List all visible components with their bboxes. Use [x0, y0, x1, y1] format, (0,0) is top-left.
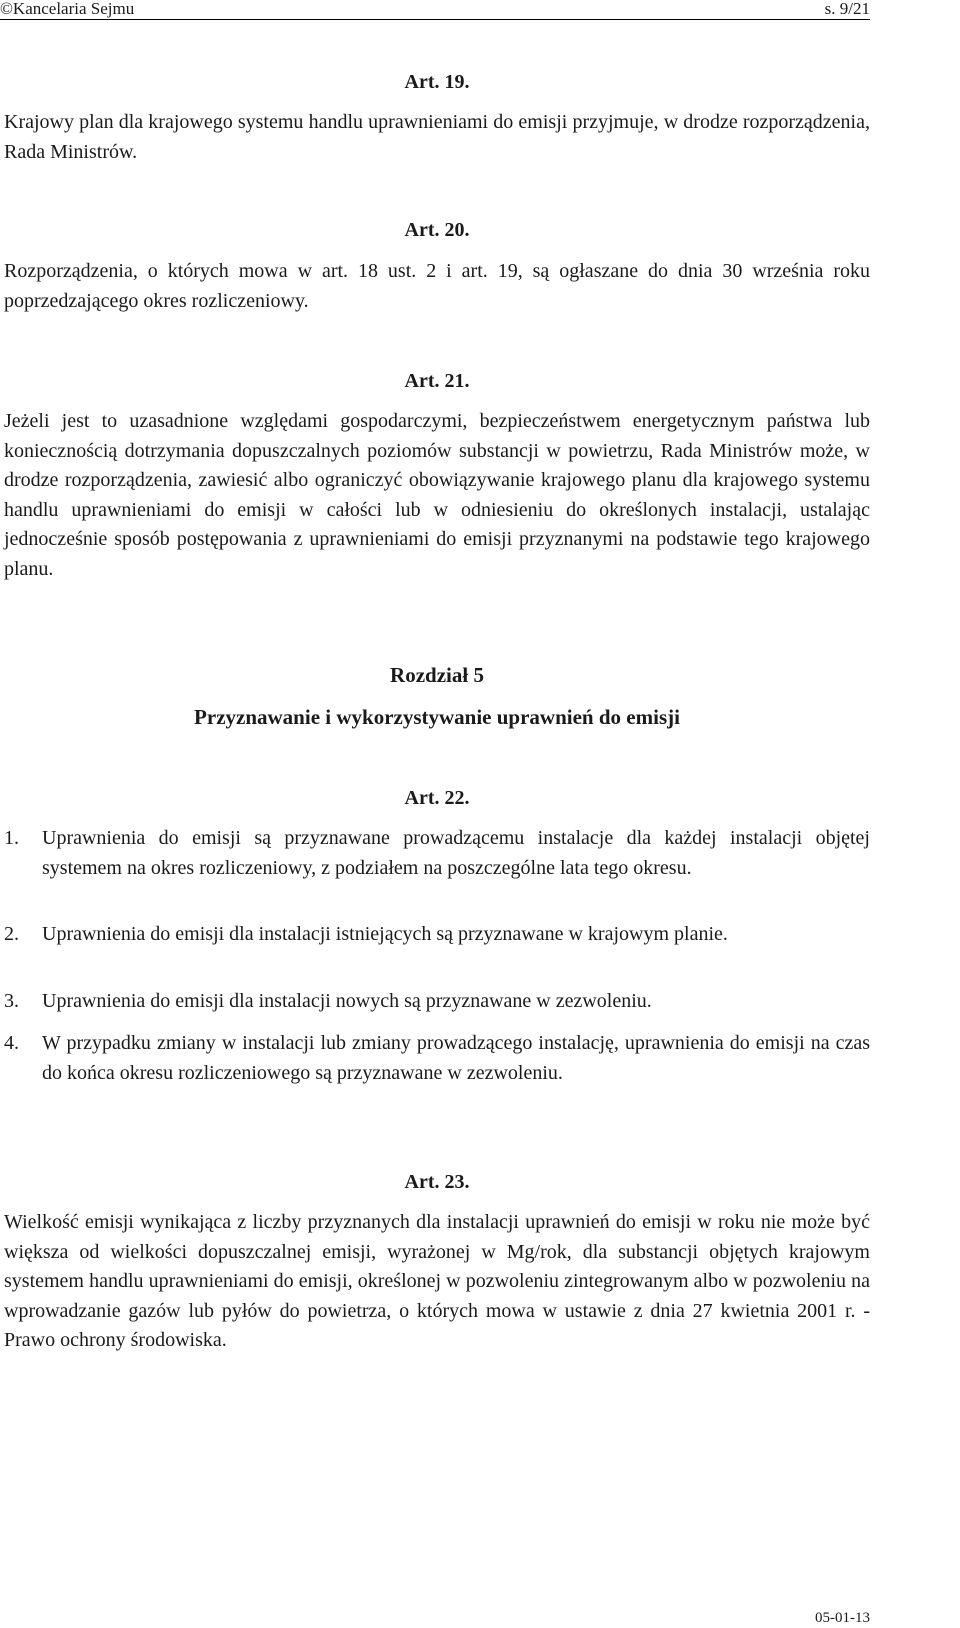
item-text: Uprawnienia do emisji dla instalacji istniejących są przyznawane w krajowym planie. — [42, 923, 728, 945]
art-23-text: Wielkość emisji wynikająca z liczby przyznanych dla instalacji uprawnień do emisji w roku nie może być większa od wielkości dopuszczalnej emisji, wyrażonej w Mg/rok, dla substancji objętych krajowym systemem handlu uprawnieniami do emisji, określonej w pozwoleniu zintegrowanym albo w pozwoleniu na wprowadzanie gazów lub pyłów do powietrza, o których mowa w ustawie z dnia 27 kwietnia 2001 r. - Prawo ochrony środowiska. — [4, 1211, 870, 1351]
copyright-label: ©Kancelaria Sejmu — [0, 0, 135, 18]
header-divider — [0, 19, 870, 20]
art-19-text: Krajowy plan dla krajowego systemu handlu uprawnieniami do emisji przyjmuje, w drodze rozporządzenia, Rada Ministrów. — [4, 111, 870, 163]
item-text: W przypadku zmiany w instalacji lub zmiany prowadzącego instalację, uprawnienia do emisji na czas do końca okresu rozliczeniowego są przyznawane w zezwoleniu. — [42, 1032, 870, 1084]
art-19-heading: Art. 19. — [404, 71, 470, 93]
item-number: 1. — [4, 827, 19, 849]
page-header — [0, 0, 870, 21]
art-22-item — [4, 920, 870, 950]
chapter-number: Rozdział 5 — [390, 663, 484, 687]
art-22-item — [4, 1029, 870, 1088]
art-20-text: Rozporządzenia, o których mowa w art. 18 ust. 2 i art. 19, są ogłaszane do dnia 30 września roku poprzedzającego okres rozliczeniowy. — [4, 260, 870, 312]
art-22-item — [4, 987, 870, 1017]
footer-date: 05-01-13 — [815, 1610, 870, 1626]
page-number: s. 9/21 — [824, 0, 870, 18]
item-number: 3. — [4, 990, 19, 1012]
item-number: 4. — [4, 1032, 19, 1054]
item-number: 2. — [4, 923, 19, 945]
art-22-item — [4, 824, 870, 883]
art-23-heading: Art. 23. — [404, 1171, 470, 1193]
art-20-heading: Art. 20. — [404, 219, 470, 241]
item-text: Uprawnienia do emisji są przyznawane prowadzącemu instalacje dla każdej instalacji objętej systemem na okres rozliczeniowy, z podziałem na poszczególne lata tego okresu. — [42, 827, 870, 879]
art-22-heading: Art. 22. — [404, 787, 470, 809]
chapter-title: Przyznawanie i wykorzystywanie uprawnień do emisji — [194, 705, 680, 729]
art-21-text: Jeżeli jest to uzasadnione względami gospodarczymi, bezpieczeństwem energetycznym państwa lub koniecznością dotrzymania dopuszczalnych poziomów substancji w powietrzu, Rada Ministrów może, w drodze rozporządzenia, zawiesić albo ograniczyć obowiązywanie krajowego planu dla krajowego systemu handlu uprawnieniami do emisji w całości lub w odniesieniu do określonych instalacji, ustalając jednocześnie sposób postępowania z uprawnieniami do emisji przyznanymi na podstawie tego krajowego planu. — [4, 410, 870, 580]
art-21-heading: Art. 21. — [404, 370, 470, 392]
item-text: Uprawnienia do emisji dla instalacji nowych są przyznawane w zezwoleniu. — [42, 990, 652, 1012]
